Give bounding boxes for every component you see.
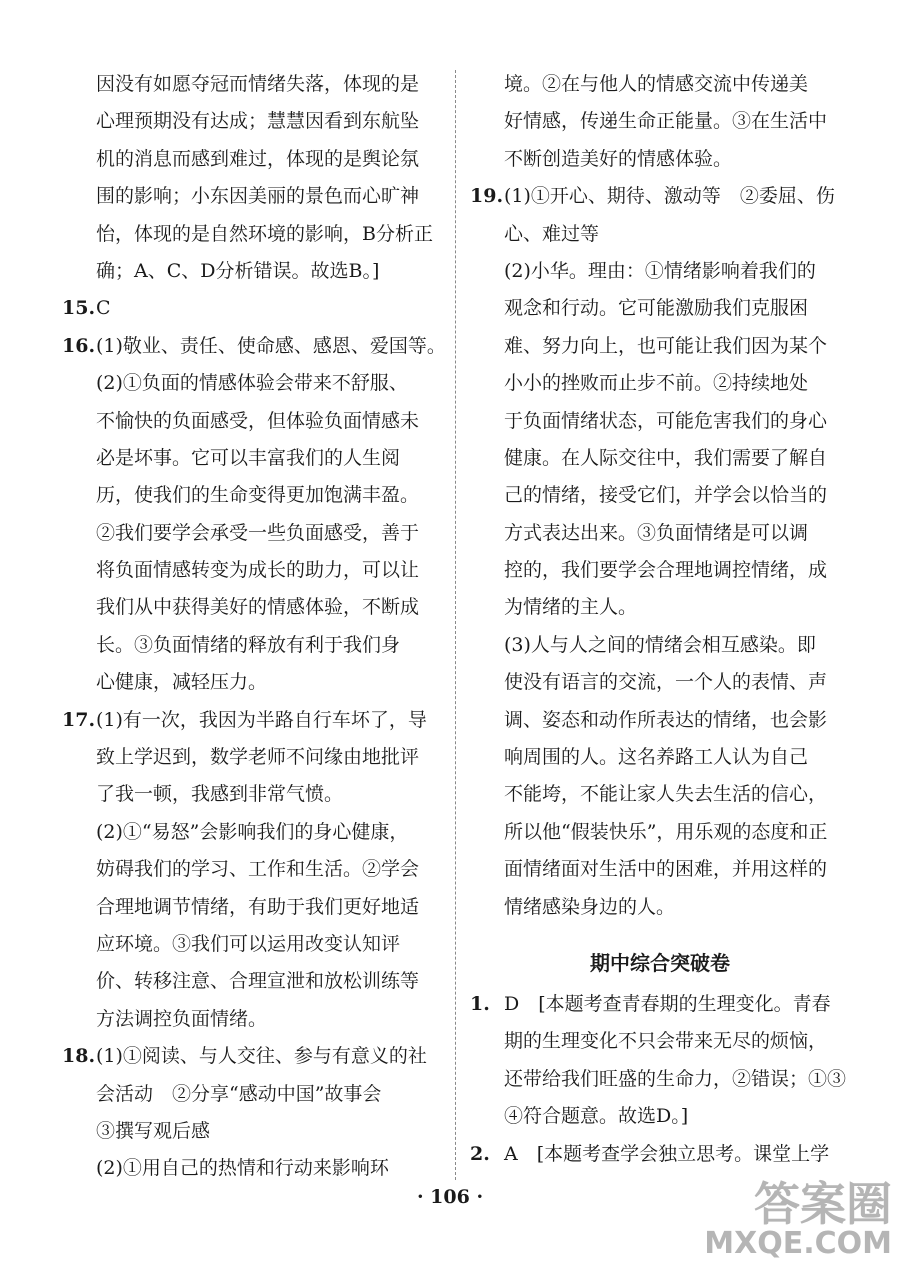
right-column-top (470, 66, 850, 926)
text-line (62, 253, 442, 290)
line-text: 方式表达出来。③负面情绪是可以调 (504, 521, 809, 544)
text-line (62, 216, 442, 253)
line-text: 价、转移注意、合理宣泄和放松训练等 (96, 970, 420, 993)
line-text: 不愉快的负面感受，但体验负面情感未 (96, 409, 420, 432)
watermark-logo (704, 1177, 892, 1261)
watermark-line2: MXQE.COM (704, 1226, 892, 1261)
text-line (470, 851, 850, 888)
text-line (470, 1136, 850, 1173)
line-text: 机的消息而感到难过，体现的是舆论氛 (96, 147, 420, 170)
line-text: 健康。在人际交往中，我们需要了解自 (504, 446, 828, 469)
line-text: 会活动 ②分享“感动中国”故事会 (96, 1082, 382, 1105)
text-line (62, 702, 442, 739)
text-line (62, 328, 446, 365)
text-line (470, 66, 850, 103)
line-text: 了我一顿，我感到非常气愤。 (96, 783, 344, 806)
text-line (470, 1061, 850, 1098)
line-text: 必是坏事。它可以丰富我们的人生阅 (96, 446, 401, 469)
line-text: 妨碍我们的学习、工作和生活。②学会 (96, 858, 420, 881)
text-line (470, 328, 850, 365)
line-text: A [本题考查学会独立思考。课堂上学 (504, 1142, 830, 1165)
line-text: ④符合题意。故选D。] (504, 1105, 689, 1128)
line-text: 小小的挫败而止步不前。②持续地处 (504, 372, 809, 395)
line-text: (2)①“易怒”会影响我们的身心健康， (96, 820, 409, 843)
text-line (470, 141, 850, 178)
text-line (470, 889, 850, 926)
line-text: 合理地调节情绪，有助于我们更好地适 (96, 895, 420, 918)
line-text: 方法调控负面情绪。 (96, 1007, 268, 1030)
line-text: (3)人与人之间的情绪会相互感染。即 (504, 633, 816, 656)
line-text: 确；A、C、D分析错误。故选B。] (96, 259, 380, 282)
text-line (470, 477, 850, 514)
line-text: 于负面情绪状态，可能危害我们的身心 (504, 409, 828, 432)
question-number: 15. (62, 297, 96, 320)
line-text: 观念和行动。它可能激励我们克服困 (504, 297, 809, 320)
right-column-bottom (470, 986, 850, 1173)
line-text: 心理预期没有达成；慧慧因看到东航坠 (96, 110, 420, 133)
line-text: 好情感，传递生命正能量。③在生活中 (504, 110, 828, 133)
line-text: ③撰写观后感 (96, 1119, 211, 1142)
question-number: 2. (470, 1142, 490, 1165)
line-text: C (96, 297, 111, 320)
line-text: 使没有语言的交流，一个人的表情、声 (504, 671, 828, 694)
text-line (470, 702, 850, 739)
line-text: 不断创造美好的情感体验。 (504, 147, 733, 170)
line-text: (2)①负面的情感体验会带来不舒服、 (96, 372, 408, 395)
question-number: 17. (62, 708, 96, 731)
text-line (470, 440, 850, 477)
text-line (62, 1113, 442, 1150)
text-line (470, 178, 850, 215)
question-number: 19. (470, 185, 504, 208)
text-line (470, 103, 850, 140)
line-text: 致上学迟到，数学老师不问缘由地批评 (96, 746, 420, 769)
line-text: 历，使我们的生命变得更加饱满丰盈。 (96, 484, 420, 507)
text-line (470, 552, 850, 589)
text-line (470, 664, 850, 701)
text-line (62, 963, 442, 1000)
section-title: 期中综合突破卷 (590, 950, 730, 975)
question-number: 16. (62, 334, 96, 357)
text-line (470, 986, 850, 1023)
line-text: 不能垮，不能让家人失去生活的信心， (504, 783, 828, 806)
text-line (62, 926, 442, 963)
line-text: (1)有一次，我因为半路自行车坏了，导 (96, 708, 427, 731)
text-line (62, 290, 442, 327)
text-line (470, 403, 850, 440)
text-line (470, 290, 850, 327)
text-line (470, 216, 850, 253)
text-line (62, 589, 442, 626)
text-line (470, 1098, 850, 1135)
text-line (62, 1076, 442, 1113)
line-text: 己的情绪，接受它们，并学会以恰当的 (504, 484, 828, 507)
line-text: (2)小华。理由：①情绪影响着我们的 (504, 259, 816, 282)
text-line (62, 403, 442, 440)
line-text: (1)①阅读、与人交往、参与有意义的社 (96, 1045, 427, 1068)
text-line (62, 1038, 442, 1075)
page-number: · 106 · (416, 1186, 484, 1208)
line-text: 所以他“假装快乐”，用乐观的态度和正 (504, 820, 828, 843)
line-text: (2)①用自己的热情和行动来影响环 (96, 1157, 389, 1180)
line-text: (1)①开心、期待、激动等 ②委屈、伤 (504, 185, 835, 208)
text-line (470, 365, 850, 402)
line-text: (1)敬业、责任、使命感、感恩、爱国等。 (96, 334, 446, 357)
line-text: 心、难过等 (504, 222, 600, 245)
question-number: 1. (470, 992, 490, 1015)
text-line (62, 477, 442, 514)
text-line (470, 776, 850, 813)
line-text: 响周围的人。这名养路工人认为自己 (504, 746, 809, 769)
text-line (62, 178, 442, 215)
text-line (470, 627, 850, 664)
line-text: 调、姿态和动作所表达的情绪，也会影 (504, 708, 828, 731)
text-line (62, 627, 442, 664)
text-line (470, 515, 850, 552)
text-line (62, 776, 442, 813)
line-text: 我们从中获得美好的情感体验，不断成 (96, 596, 420, 619)
text-line (62, 103, 442, 140)
text-line (470, 253, 850, 290)
watermark-line1: 答案圈 (754, 1177, 892, 1231)
text-line (470, 589, 850, 626)
text-line (470, 814, 850, 851)
line-text: 为情绪的主人。 (504, 596, 638, 619)
question-number: 18. (62, 1045, 96, 1068)
line-text: 将负面情感转变为成长的助力，可以让 (96, 559, 420, 582)
text-line (62, 851, 442, 888)
text-line (62, 889, 442, 926)
text-line (62, 141, 442, 178)
text-line (62, 814, 442, 851)
left-column (62, 66, 446, 1188)
text-line (62, 739, 442, 776)
line-text: 围的影响；小东因美丽的景色而心旷神 (96, 185, 420, 208)
line-text: 还带给我们旺盛的生命力，②错误；①③ (504, 1067, 847, 1090)
column-divider (455, 70, 456, 1180)
line-text: D [本题考查青春期的生理变化。青春 (504, 992, 831, 1015)
line-text: 应环境。③我们可以运用改变认知评 (96, 932, 401, 955)
line-text: 怡，体现的是自然环境的影响，B分析正 (96, 222, 433, 245)
text-line (62, 1001, 442, 1038)
line-text: 长。③负面情绪的释放有利于我们身 (96, 633, 401, 656)
text-line (62, 66, 442, 103)
line-text: 面情绪面对生活中的困难，并用这样的 (504, 858, 828, 881)
line-text: 情绪感染身边的人。 (504, 895, 676, 918)
line-text: 难、努力向上，也可能让我们因为某个 (504, 334, 828, 357)
line-text: 境。②在与他人的情感交流中传递美 (504, 73, 809, 95)
text-line (62, 664, 442, 701)
text-line (62, 552, 442, 589)
text-line (470, 1023, 850, 1060)
text-line (62, 440, 442, 477)
line-text: 心健康，减轻压力。 (96, 671, 268, 694)
line-text: ②我们要学会承受一些负面感受，善于 (96, 521, 420, 544)
right-column (470, 66, 850, 1173)
text-line (62, 515, 442, 552)
line-text: 期的生理变化不只会带来无尽的烦恼， (504, 1030, 828, 1053)
text-line (62, 1150, 442, 1187)
text-line (62, 365, 442, 402)
text-line (470, 739, 850, 776)
line-text: 控的，我们要学会合理地调控情绪，成 (504, 559, 828, 582)
line-text: 因没有如愿夺冠而情绪失落，体现的是 (96, 73, 420, 95)
